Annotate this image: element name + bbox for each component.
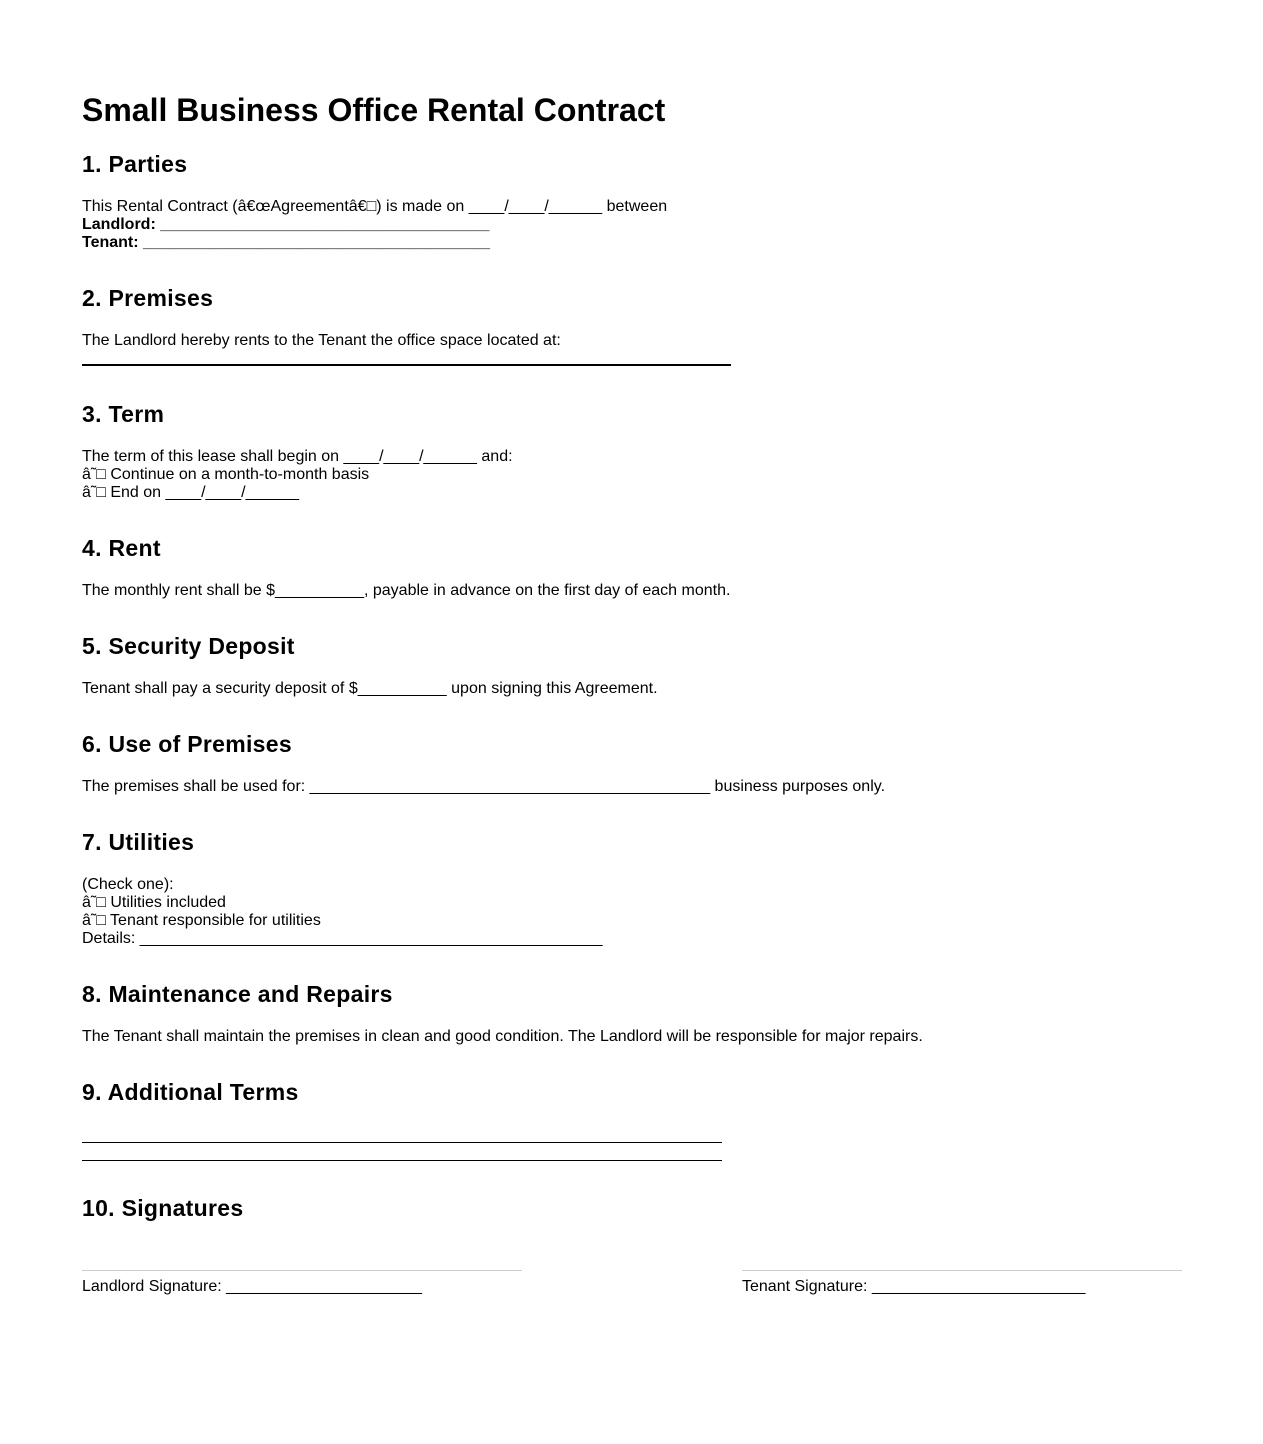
- tenant-signature-divider: [742, 1270, 1182, 1271]
- landlord-signature-divider: [82, 1270, 522, 1271]
- landlord-name-blank[interactable]: _____________________________________: [155, 216, 490, 233]
- section-heading-deposit: 5. Security Deposit: [82, 633, 295, 659]
- additional-terms-line-2[interactable]: [82, 1160, 722, 1161]
- tenant-label: Tenant:: [82, 234, 139, 251]
- landlord-signature-field[interactable]: Landlord Signature: ______________________: [82, 1278, 422, 1295]
- premises-text: The Landlord hereby rents to the Tenant the office space located at:: [82, 332, 561, 349]
- deposit-text: Tenant shall pay a security deposit of $__________ upon signing this Agreement.: [82, 680, 658, 697]
- parties-text: [82, 198, 667, 252]
- utilities-text: [82, 876, 603, 948]
- use-text: The premises shall be used for: _____________________________________________ business purposes only.: [82, 778, 886, 795]
- section-heading-utilities: 7. Utilities: [82, 829, 195, 855]
- premises-address-blank[interactable]: [82, 364, 731, 366]
- rent-text: The monthly rent shall be $__________, payable in advance on the first day of each month.: [82, 582, 731, 599]
- section-heading-signatures: 10. Signatures: [82, 1195, 244, 1221]
- section-heading-rent: 4. Rent: [82, 535, 161, 561]
- parties-intro: This Rental Contract (â€œAgreementâ€□) is made on ____/____/______ between: [82, 198, 668, 215]
- tenant-line: [82, 234, 667, 252]
- landlord-label: Landlord:: [82, 216, 156, 233]
- section-heading-maintenance: 8. Maintenance and Repairs: [82, 981, 393, 1007]
- landlord-line: [82, 216, 667, 234]
- maintenance-text: The Tenant shall maintain the premises in clean and good condition. The Landlord will be responsible for major repairs.: [82, 1028, 923, 1045]
- section-heading-premises: 2. Premises: [82, 285, 214, 311]
- page-title: Small Business Office Rental Contract: [82, 92, 666, 128]
- utilities-check-one: (Check one):: [82, 876, 174, 893]
- section-heading-term: 3. Term: [82, 401, 165, 427]
- section-heading-use: 6. Use of Premises: [82, 731, 292, 757]
- term-option-month-to-month[interactable]: â˜□ Continue on a month-to-month basis: [82, 466, 370, 483]
- section-heading-parties: 1. Parties: [82, 151, 188, 177]
- utilities-option-tenant[interactable]: â˜□ Tenant responsible for utilities: [82, 912, 321, 929]
- additional-terms-line-1[interactable]: [82, 1142, 722, 1143]
- tenant-name-blank[interactable]: _______________________________________: [138, 234, 491, 251]
- term-option-end-date[interactable]: â˜□ End on ____/____/______: [82, 484, 299, 501]
- utilities-details[interactable]: Details: ____________________________________________________: [82, 930, 603, 947]
- utilities-option-included[interactable]: â˜□ Utilities included: [82, 894, 226, 911]
- term-start: The term of this lease shall begin on ____/____/______ and:: [82, 448, 513, 465]
- term-text: [82, 448, 513, 502]
- tenant-signature-field[interactable]: Tenant Signature: ________________________: [742, 1278, 1086, 1295]
- section-heading-additional: 9. Additional Terms: [82, 1079, 299, 1105]
